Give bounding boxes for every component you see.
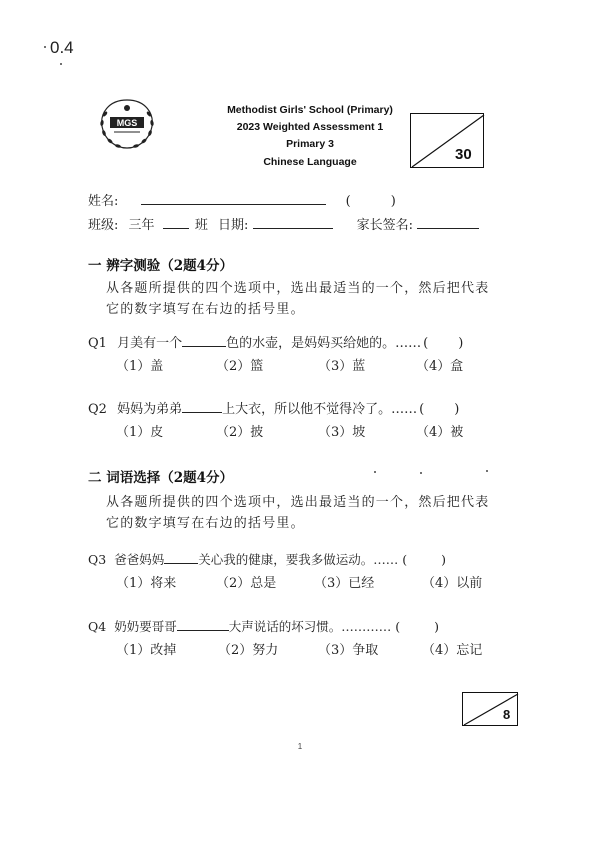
question-number: Q1 [88, 336, 107, 351]
scan-speck [44, 46, 46, 48]
option-q2-4[interactable]: （4）被 [416, 425, 464, 440]
option-q2-2[interactable]: （2）披 [216, 425, 264, 440]
assessment-title: 2023 Weighted Assessment 1 [236, 121, 384, 133]
option-q3-2[interactable]: （2）总是 [216, 576, 277, 591]
total-score-box [410, 113, 484, 168]
section1-instruction-2: 它的数字填写在右边的括号里。 [106, 302, 305, 317]
question-number: Q4 [88, 619, 107, 634]
answer-blank [177, 618, 229, 631]
name-label: 姓名: [88, 194, 119, 209]
section2-instruction-1: 从各题所提供的四个选项中，选出最适当的一个，然后把代表 [106, 495, 490, 510]
page-score-max: 8 [503, 707, 511, 722]
school-logo [96, 96, 158, 152]
option-q2-3[interactable]: （3）坡 [318, 425, 366, 440]
question-q1: Q1 月美有一个 色的水壶，是妈妈买给她的。…… ( ) [88, 336, 464, 351]
question-q3: Q3 爸爸妈妈 关心我的健康，要我多做运动。…… ( ) [88, 552, 446, 567]
scan-speck [60, 63, 62, 65]
option-q2-1[interactable]: （1）皮 [116, 425, 164, 440]
option-q3-3[interactable]: （3）已经 [314, 576, 375, 591]
question-number: Q2 [88, 402, 107, 417]
option-q3-1[interactable]: （1）将来 [116, 576, 177, 591]
option-q3-4[interactable]: （4）以前 [422, 576, 483, 591]
total-score-max: 30 [455, 146, 472, 163]
answer-blank [182, 400, 222, 413]
option-q1-1[interactable]: （1）盖 [116, 359, 164, 374]
scan-speck [420, 472, 422, 474]
page-score-box [462, 692, 518, 726]
option-q1-2[interactable]: （2）篮 [216, 359, 264, 374]
answer-blank [182, 334, 226, 347]
option-q4-1[interactable]: （1）改掉 [116, 643, 177, 658]
parent-signature-label: 家长签名: [356, 218, 414, 233]
option-q4-3[interactable]: （3）争取 [318, 643, 379, 658]
logo-text: MGS [116, 118, 138, 128]
level: Primary 3 [286, 138, 334, 150]
class-suffix: 班 [194, 218, 208, 233]
date-label: 日期: [217, 218, 249, 233]
scan-speck [486, 470, 488, 472]
class-field[interactable] [163, 228, 189, 229]
option-q4-2[interactable]: （2）努力 [218, 643, 279, 658]
question-q4: Q4 奶奶要哥哥 大声说话的坏习惯。………… ( ) [88, 619, 439, 634]
date-field[interactable] [253, 228, 333, 229]
section1-instruction-1: 从各题所提供的四个选项中，选出最适当的一个，然后把代表 [106, 281, 490, 296]
question-number: Q3 [88, 552, 107, 567]
corner-label: 0.4 [50, 38, 74, 57]
name-row: 姓名: ( ) [88, 194, 396, 209]
school-name: Methodist Girls' School (Primary) [227, 104, 393, 116]
section1-title: 一 辨字测验（2题4分） [88, 258, 233, 274]
scan-speck [374, 471, 376, 473]
answer-blank [164, 551, 198, 564]
section2-title: 二 词语选择（2题4分） [88, 470, 233, 486]
option-q1-4[interactable]: （4）盒 [416, 359, 464, 374]
page-number: 1 [297, 742, 303, 751]
question-q2: Q2 妈妈为弟弟 上大衣，所以他不觉得冷了。…… ( ) [88, 402, 460, 417]
class-row [88, 214, 479, 233]
parent-signature-field[interactable] [417, 228, 479, 229]
section2-instruction-2: 它的数字填写在右边的括号里。 [106, 516, 305, 531]
option-q4-4[interactable]: （4）忘记 [422, 643, 483, 658]
subject: Chinese Language [263, 156, 357, 168]
class-label: 班级: [88, 218, 119, 233]
class-level: 三年 [128, 218, 155, 233]
name-field[interactable] [141, 204, 326, 205]
option-q1-3[interactable]: （3）蓝 [318, 359, 366, 374]
